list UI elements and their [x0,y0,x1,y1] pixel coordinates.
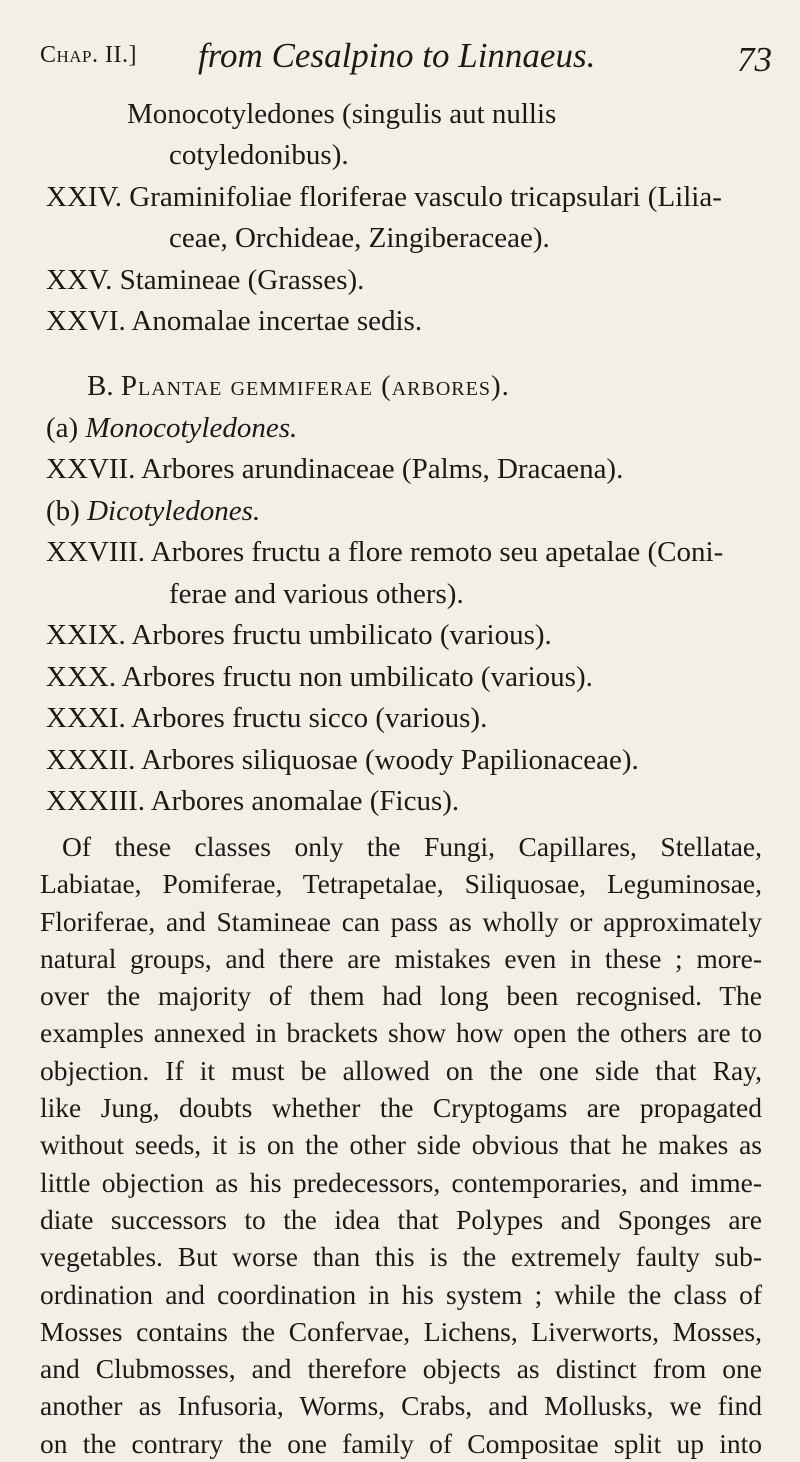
running-title: from Cesalpino to Linnaeus. [198,36,596,75]
class-xxv [46,264,364,297]
class-text: Arbores fructu umbilicato (various). [131,619,552,651]
class-number: XXIV. [46,181,122,213]
class-xxiv [46,181,722,214]
body-paragraph [40,828,762,1462]
page-number: 73 [737,40,772,79]
class-xxvii [46,453,623,486]
paragraph-line: without seeds, it is on the other side obvious that he makes as [40,1129,762,1161]
paragraph-line: over the majority of them had long been recognised. The [40,980,762,1012]
paragraph-line: diate successors to the idea that Polypes and Sponges are [40,1203,762,1235]
class-xxxi [46,702,487,735]
class-xxxiii [46,785,459,818]
paragraph-line: Floriferae, and Stamineae can pass as wholly or approximately [40,905,762,937]
class-number: XXIX. [46,619,126,651]
class-text: Arbores arundinaceae (Palms, Dracaena). [141,453,624,485]
section-b-heading [87,370,510,403]
paragraph-line: vegetables. But worse than this is the extremely faulty sub- [40,1241,762,1273]
subsection-title: Monocotyledones. [85,412,298,444]
paragraph-line: like Jung, doubts whether the Cryptogams are propagated [40,1092,762,1124]
paragraph-line: objection. If it must be allowed on the one side that Ray, [40,1054,762,1086]
subsection-label: (a) [46,412,79,444]
paragraph-line: examples annexed in brackets show how open the others are to [40,1017,762,1049]
class-xxviii-continuation: ferae and various others). [169,578,464,610]
class-number: XXVII. [46,453,136,485]
paragraph-line: on the contrary the one family of Compositae split up into [40,1427,762,1459]
paragraph-line: natural groups, and there are mistakes even in these ; more- [40,942,762,974]
class-number: XXX. [46,661,117,693]
class-text: Arbores fructu a flore remoto seu apetalae (Coni- [150,536,724,568]
class-text: Arbores fructu sicco (various). [131,702,488,734]
section-title: Plantae gemmiferae (arbores). [120,370,510,402]
subsection-label: (b) [46,495,80,527]
paragraph-line: Of these classes only the Fungi, Capillares, Stellatae, [62,831,762,862]
paragraph-line: another as Infusoria, Worms, Crabs, and Mollusks, we find [40,1390,762,1422]
class-xxvi [46,305,422,338]
section-letter: B. [87,370,114,402]
chapter-label: Chap. II.] [40,42,137,68]
subsection-b-heading [46,495,260,528]
class-text: Stamineae (Grasses). [119,264,365,296]
class-xxxii [46,744,639,777]
paragraph-line: little objection as his predecessors, contemporaries, and imme- [40,1166,762,1198]
paragraph-line: ordination and coordination in his system ; while the class of [40,1278,762,1310]
class-number: XXXIII. [46,785,146,817]
class-number: XXXII. [46,744,136,776]
class-xxviii [46,536,723,569]
class-text: Graminifoliae floriferae vasculo tricapsulari (Lilia- [129,181,722,213]
class-xxix [46,619,552,652]
class-text: Anomalae incertae sedis. [131,305,423,337]
subsection-title: Dicotyledones. [87,495,261,527]
paragraph-line: and Clubmosses, and therefore objects as distinct from one [40,1353,762,1385]
class-xxiv-continuation: ceae, Orchideae, Zingiberaceae). [169,222,550,254]
class-text: Arbores anomalae (Ficus). [150,785,460,817]
monocotyledones-heading-line-2: cotyledonibus). [169,139,349,171]
page-header [40,36,780,96]
monocotyledones-heading-line-1: Monocotyledones (singulis aut nullis [127,98,557,130]
class-xxx [46,661,593,694]
class-text: Arbores siliquosae (woody Papilionaceae). [141,744,639,776]
paragraph-line: Mosses contains the Confervae, Lichens, Liverworts, Mosses, [40,1315,762,1347]
class-number: XXVIII. [46,536,146,568]
class-text: Arbores fructu non umbilicato (various). [121,661,593,693]
paragraph-line: Labiatae, Pomiferae, Tetrapetalae, Siliquosae, Leguminosae, [40,868,762,900]
class-number: XXVI. [46,305,126,337]
class-number: XXV. [46,264,113,296]
subsection-a-heading [46,412,297,445]
class-number: XXXI. [46,702,126,734]
